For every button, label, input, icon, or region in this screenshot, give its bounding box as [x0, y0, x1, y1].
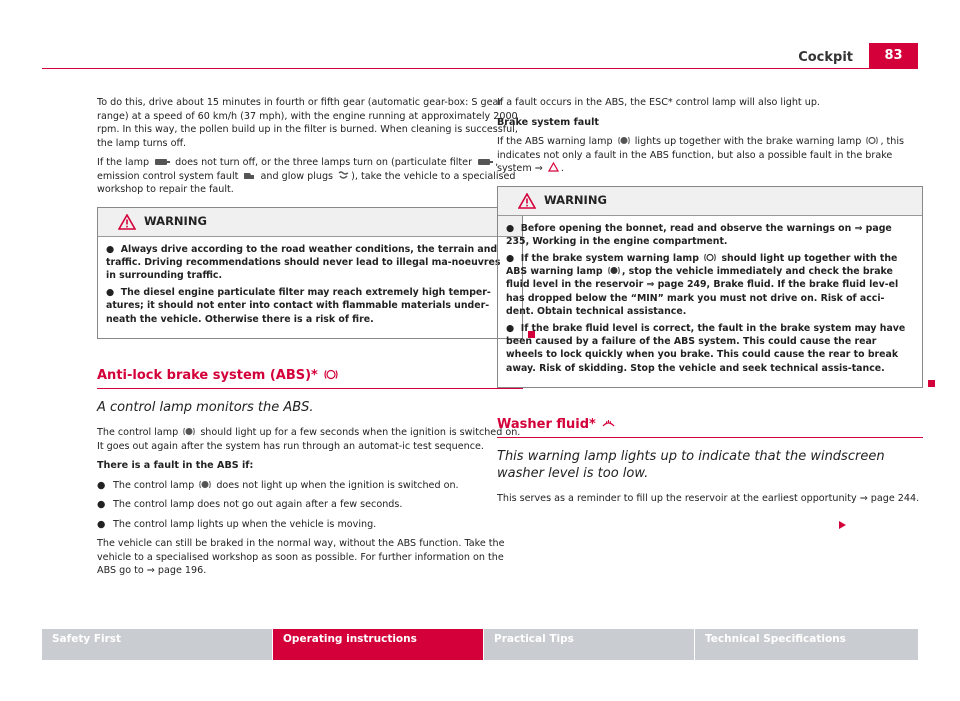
abs-icon [618, 136, 630, 145]
header-title: Cockpit [798, 50, 853, 65]
warning-triangle-icon [118, 214, 136, 230]
left-column [97, 96, 523, 584]
warning-triangle-icon [548, 162, 559, 172]
continue-arrow-icon [838, 520, 847, 530]
warning-box-left [97, 207, 523, 339]
abs-icon [608, 266, 620, 275]
paragraph-control-lamp: The control lamp should light up for a few seconds when the ignition is switched on. It goes out again after the system has run through an automat-ic test sequence. [97, 427, 521, 452]
particulate-filter-icon [477, 158, 493, 166]
washer-icon [602, 419, 615, 429]
brake-icon [866, 136, 878, 145]
fault-heading: There is a fault in the ABS if: [97, 460, 254, 472]
paragraph-lamp-fault: If the lamp does not turn off, or the three lamps turn on (particulate filter , emission control system fault and glow plugs ), take the vehicle to a specialised workshop to repair the fault. [97, 157, 516, 195]
list-item: ● The control lamp does not go out again after a few seconds. [97, 499, 403, 511]
footer-tab-practical-tips[interactable]: Practical Tips [484, 629, 694, 660]
warning-header: WARNING [498, 187, 922, 216]
warning-item: ● The diesel engine particulate filter may reach extremely high temper-atures; it should not enter into contact with flammable materials under-neath the vehicle. Otherwise there is a risk of fire. [106, 287, 491, 325]
warning-box-right [497, 186, 923, 388]
paragraph-brake-fault: If the ABS warning lamp lights up together with the brake warning lamp , this indicates not only a fault in the ABS function, but also a possible fault in the brake system ⇒ . [497, 136, 905, 174]
paragraph-abs-info: The vehicle can still be braked in the normal way, without the ABS function. Take the vehicle to a specialised workshop as soon as possible. For further information on the ABS go to ⇒ page 196. [97, 538, 505, 577]
list-item: ● The control lamp lights up when the vehicle is moving. [97, 518, 377, 530]
footer-tab-operating-instructions[interactable]: Operating instructions [273, 629, 483, 660]
abs-icon [183, 427, 195, 436]
warning-item: ● If the brake system warning lamp should light up together with the ABS warning lamp , stop the vehicle immediately and check the brake fluid level in the reservoir ⇒ page 249, Brake fluid. If the brake fluid lev-el has dropped below the “MIN” mark you must not drive on. Risk of acci-dent. Obtain technical assistance. [506, 252, 899, 317]
warning-item: ● If the brake fluid level is correct, the fault in the brake system may have been caused by a failure of the ABS system. This could cause the rear wheels to lock quickly when you brake. This could cause the rear to break away. Risk of skidding. Stop the vehicle and seek technical assis-tance. [506, 322, 906, 374]
paragraph-washer: This serves as a reminder to fill up the reservoir at the earliest opportunity ⇒ page 244. [497, 493, 920, 505]
footer-tab-safety-first[interactable]: Safety First [42, 629, 272, 660]
warning-item: ● Always drive according to the road weather conditions, the terrain and traffic. Driving recommendations should never lead to illegal ma-noeuvres in surrounding traffic. [106, 243, 501, 281]
brake-icon [704, 253, 716, 262]
section-subtitle: A control lamp monitors the ABS. [97, 400, 314, 416]
glow-plug-icon [338, 171, 349, 180]
footer-tab-technical-specifications[interactable]: Technical Specifications [695, 629, 918, 660]
list-item: ● The control lamp does not light up when the ignition is switched on. [97, 479, 459, 491]
section-subtitle: This warning lamp lights up to indicate that the windscreen washer level is too low. [497, 449, 885, 482]
page-number: 83 [869, 43, 918, 69]
particulate-filter-icon [154, 158, 170, 166]
end-marker [928, 380, 935, 387]
warning-header: WARNING [98, 208, 522, 237]
abs-icon [199, 480, 211, 489]
header-rule [42, 68, 918, 69]
warning-triangle-icon [518, 193, 536, 209]
section-title-abs: Anti-lock brake system (ABS)* [97, 369, 523, 390]
emission-fault-icon [243, 171, 255, 180]
paragraph-esc: If a fault occurs in the ABS, the ESC* control lamp will also light up. [497, 97, 820, 108]
paragraph-pollen: To do this, drive about 15 minutes in fourth or fifth gear (automatic gear-box: S gear range) at a speed of 60 km/h (37 mph), with the engine running at approximately 2000 rpm. In this way, the pollen build up in the filter is burned. When cleaning is successful, the lamp turns off. [97, 97, 518, 149]
section-title-washer: Washer fluid* [497, 418, 923, 439]
right-column [497, 96, 923, 512]
abs-icon [324, 369, 338, 380]
warning-item: ● Before opening the bonnet, read and observe the warnings on ⇒ page 235, Working in the engine compartment. [506, 222, 892, 247]
brake-fault-heading: Brake system fault [497, 116, 599, 128]
